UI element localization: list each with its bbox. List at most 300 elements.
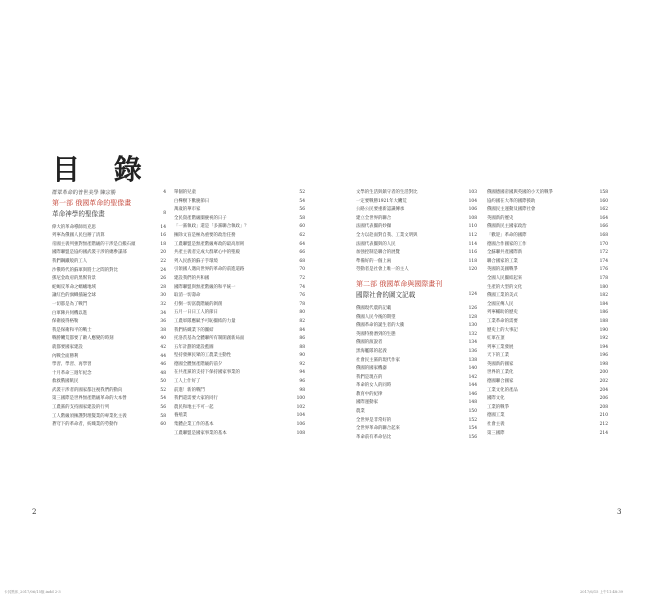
toc-entry[interactable]	[174, 198, 305, 207]
toc-entry[interactable]	[52, 395, 166, 404]
toc-entry[interactable]	[174, 309, 305, 318]
toc-entry-page: 30	[160, 293, 166, 299]
toc-entry[interactable]	[174, 232, 305, 241]
toc-entry-title: 革命的女人的同時	[356, 383, 392, 389]
toc-part-heading: 第二部 俄國革命與國際畫刊	[356, 279, 443, 288]
toc-entry-page: 60	[299, 224, 305, 230]
toc-entry-page: 62	[299, 232, 305, 238]
toc-entry-page: 152	[468, 417, 477, 423]
toc-entry-title: 武裝干涉者的國家都注視我們的動向	[52, 387, 123, 393]
toc-entry-title: 歷史上的大事記	[487, 327, 518, 333]
toc-entry-page: 56	[160, 405, 166, 411]
toc-entry-page: 18	[160, 241, 166, 247]
toc-entry-title: 群眾革命的普世美學 陳宗勝	[52, 190, 116, 196]
toc-entry-page: 192	[599, 336, 608, 342]
toc-entry[interactable]	[487, 335, 608, 344]
toc-entry[interactable]	[487, 215, 608, 224]
toc-entry-page: 116	[468, 250, 477, 256]
toc-entry-title: 建立全世界的聯合	[356, 215, 392, 221]
toc-entry-title: 我們還需要大家的同行	[174, 396, 218, 402]
toc-entry-page: 164	[599, 215, 608, 221]
toc-entry-page: 118	[468, 258, 477, 264]
toc-entry-page: 80	[299, 310, 305, 316]
toc-entry-page: 178	[599, 275, 608, 281]
page-title: 目 錄	[52, 153, 154, 186]
toc-entry-title: 德國全體無產階級的前夕	[174, 361, 223, 367]
toc-entry-title: 工人階級須擁護對理髮業的專業化主義	[52, 413, 127, 419]
toc-entry[interactable]	[487, 232, 608, 241]
toc-entry[interactable]	[487, 378, 608, 387]
toc-entry[interactable]	[356, 215, 477, 224]
toc-entry[interactable]	[52, 335, 166, 344]
toc-entry[interactable]	[356, 206, 477, 215]
toc-entry-title: 全民資產階級團慶祝的日子	[174, 215, 227, 221]
toc-entry-page: 86	[299, 336, 305, 342]
toc-entry-page: 108	[468, 215, 477, 221]
toc-entry-title: 五年計劃的建設藍圖	[174, 344, 214, 350]
toc-entry-title: 工農聯盟是無產階級專政的最高原則	[174, 241, 245, 247]
toc-entry[interactable]	[52, 327, 166, 336]
toc-entry-page: 46	[160, 362, 166, 368]
toc-entry-page: 110	[468, 224, 477, 230]
toc-entry-page: 146	[468, 391, 477, 397]
toc-entry-page: 50	[160, 379, 166, 385]
toc-entry-page: 16	[160, 233, 166, 239]
toc-entry[interactable]	[356, 232, 477, 241]
toc-entry-title: 列寧輔助的歷史	[487, 310, 518, 316]
toc-entry[interactable]	[356, 331, 477, 340]
toc-entry-page: 72	[299, 275, 305, 281]
toc-entry[interactable]	[174, 301, 305, 310]
toc-entry-page: 142	[468, 374, 477, 380]
toc-entry-title: 英國新的歷史	[487, 215, 514, 221]
toc-entry-page: 184	[599, 301, 608, 307]
toc-entry-title: 偉大的革命導師馬克思	[52, 224, 96, 230]
toc-entry-title: 農民和地主不可一起	[174, 404, 214, 410]
toc-entry-title: 沙俄時代的蘇軍與將士之間的對比	[52, 267, 118, 273]
toc-entry-page: 174	[599, 258, 608, 264]
toc-entry-title: 革命前有革命佔比	[356, 434, 392, 440]
toc-entry[interactable]	[174, 335, 305, 344]
toc-entry-title: 蒼穹下的革命者，紡織業的勞動作	[52, 422, 118, 428]
toc-entry-title: 學習、學習、再學習	[52, 362, 92, 368]
toc-entry-page: 190	[599, 327, 608, 333]
toc-entry-title: 戰勝饑荒都要了敵人應變的時刻	[52, 336, 114, 342]
toc-entry-title: 俄國德國帝國與英國的小天的戰爭	[487, 190, 553, 195]
toc-entry-page: 214	[599, 430, 608, 436]
toc-entry-title: 「一黨執政」還是「多黨聯合執政」？	[174, 224, 249, 230]
toc-entry-title: 俄國革命的誕生者的大衝	[356, 323, 405, 329]
toc-entry[interactable]	[52, 387, 166, 396]
toc-entry[interactable]	[356, 198, 477, 207]
toc-entry[interactable]	[174, 275, 305, 284]
toc-entry-title: 我是保衛和平的戰士	[52, 327, 92, 333]
toc-entry-page: 58	[160, 413, 166, 419]
toc-entry[interactable]	[487, 421, 608, 430]
toc-entry-page: 210	[599, 413, 608, 419]
toc-entry[interactable]	[52, 353, 166, 362]
toc-entry-title: 世界的工業化	[487, 370, 514, 376]
toc-entry-page: 156	[468, 434, 477, 440]
toc-entry[interactable]	[174, 369, 305, 378]
toc-entry-title: 就都要國家建設	[52, 344, 83, 350]
toc-entry[interactable]	[52, 292, 166, 301]
toc-entry[interactable]	[52, 258, 166, 267]
toc-entry[interactable]	[174, 241, 305, 250]
toc-entry[interactable]	[174, 361, 305, 370]
toc-entry-title: 德國聯合國家	[487, 379, 514, 385]
toc-entry-page: 64	[299, 241, 305, 247]
toc-entry[interactable]	[487, 249, 608, 258]
toc-section-heading[interactable]	[52, 208, 166, 220]
toc-entry-title: 聯合國家的工業	[487, 258, 518, 264]
toc-entry-title: 俄國民主運動及國際社會	[487, 207, 536, 213]
toc-entry-title: 萬歲的華市家	[174, 207, 201, 213]
toc-entry-title: 在共產黨的支持下保持國家事業的	[174, 370, 240, 376]
toc-entry-page: 84	[299, 327, 305, 333]
toc-entry-page: 198	[599, 361, 608, 367]
toc-entry-title: 我們是現在的	[356, 374, 383, 380]
toc-entry-page: 103	[468, 190, 477, 195]
toc-entry[interactable]	[174, 249, 305, 258]
toc-entry[interactable]	[487, 266, 608, 275]
toc-entry-title: 準備好的一個上兩	[356, 258, 392, 264]
toc-entry-page: 32	[160, 301, 166, 307]
toc-entry[interactable]	[356, 348, 477, 357]
toc-entry-title: 工農軍隊應賦予可恥團結的力量	[174, 318, 236, 324]
toc-entry[interactable]	[487, 198, 608, 207]
toc-entry[interactable]	[487, 241, 608, 250]
toc-entry-page: 94	[299, 370, 305, 376]
toc-entry-page: 196	[599, 353, 608, 359]
toc-entry-title: 國際聯盟與無產階級的和平統一	[174, 284, 236, 290]
toc-entry[interactable]	[174, 215, 305, 224]
toc-entry[interactable]	[174, 404, 305, 413]
toc-entry-title: 列寧為俄國人民包辦了清算	[52, 233, 105, 239]
toc-entry[interactable]	[356, 417, 477, 426]
toc-entry-title: 社會主義	[487, 422, 505, 428]
toc-entry-title: 全國人民團結起來	[487, 275, 523, 281]
toc-entry-page: 140	[468, 366, 477, 372]
toc-entry-page: 88	[299, 344, 305, 350]
toc-entry[interactable]	[487, 369, 608, 378]
toc-entry-page: 38	[160, 327, 166, 333]
toc-entry[interactable]	[174, 266, 305, 275]
toc-entry-page: 74	[299, 284, 305, 290]
toc-entry[interactable]	[487, 284, 608, 293]
toc-entry[interactable]	[487, 430, 608, 439]
toc-entry-page: 20	[160, 250, 166, 256]
toc-entry-title: 擁除文盲是極為重要的政治任務	[174, 232, 236, 238]
toc-entry-title: 白軍陳兵伺機以進	[52, 310, 88, 316]
toc-entry-title: 全世界是非常好的	[356, 417, 392, 423]
toc-entry-page: 200	[599, 370, 608, 376]
toc-entry[interactable]	[52, 413, 166, 422]
toc-entry[interactable]	[487, 223, 608, 232]
toc-entry-title: 帝國主義列強對無產階級的干涉是自搬石頭	[52, 241, 136, 247]
toc-entry[interactable]	[174, 412, 305, 421]
toc-entry-title: 前進！新的戰鬥	[174, 387, 205, 393]
toc-entry[interactable]	[52, 378, 166, 387]
toc-entry-page: 148	[468, 400, 477, 406]
toc-entry[interactable]	[487, 309, 608, 318]
toc-entry[interactable]	[487, 301, 608, 310]
toc-entry[interactable]	[487, 395, 608, 404]
toc-entry[interactable]	[174, 292, 305, 301]
toc-entry-title: 公路公民要重新認識傳承	[356, 207, 405, 213]
toc-entry-page: 22	[160, 258, 166, 264]
toc-entry[interactable]	[52, 249, 166, 258]
toc-entry-title: 第三國際是世界無產階級革命的大本營	[52, 396, 127, 402]
toc-entry[interactable]	[356, 382, 477, 391]
toc-entry-title: 取消一切壽命	[174, 293, 201, 299]
toc-entry[interactable]	[487, 275, 608, 284]
toc-entry-title: 生產的大型的文化	[487, 284, 523, 290]
toc-entry-title: 十月革命三週年紀念	[52, 370, 92, 376]
toc-entry[interactable]	[356, 266, 477, 275]
toc-entry-page: 194	[599, 344, 608, 350]
toc-entry-title: 白樺樹下歡慶節日	[174, 198, 210, 204]
toc-entry[interactable]	[52, 284, 166, 293]
toc-entry[interactable]	[487, 404, 608, 413]
toc-entry[interactable]	[174, 421, 305, 430]
toc-entry[interactable]	[174, 284, 305, 293]
toc-entry-page: 182	[599, 293, 608, 299]
toc-entry-page: 124	[468, 291, 477, 297]
toc-entry[interactable]	[356, 314, 477, 323]
toc-entry-page: 120	[468, 267, 477, 273]
toc-entry-title: 國際聯盟是協約國武裝干涉的總參謀部	[52, 250, 127, 256]
toc-entry-page: 144	[468, 383, 477, 389]
toc-entry-title: 文學的生活與鎮守者的生活對比	[356, 190, 418, 195]
toc-entry-title: 工人上什好了	[174, 379, 201, 385]
toc-entry-title: 列寧工業發展	[487, 344, 514, 350]
toc-column-1	[52, 189, 166, 430]
toc-entry[interactable]	[356, 339, 477, 348]
toc-entry[interactable]	[174, 327, 305, 336]
toc-entry[interactable]	[356, 189, 477, 198]
toc-entry[interactable]	[356, 223, 477, 232]
toc-column-3	[356, 189, 477, 442]
toc-entry[interactable]	[356, 241, 477, 250]
toc-entry[interactable]	[487, 361, 608, 370]
toc-entry[interactable]	[487, 258, 608, 267]
toc-entry[interactable]	[487, 344, 608, 353]
toc-entry-title: 俄國現代農的記載	[356, 305, 392, 311]
toc-entry[interactable]	[356, 434, 477, 443]
toc-entry-page: 108	[296, 430, 305, 436]
toc-entry[interactable]	[52, 267, 166, 276]
toc-entry-page: 14	[160, 224, 166, 230]
toc-entry[interactable]	[52, 241, 166, 250]
toc-entry-title: 我們鋼鐵般的工人	[52, 258, 88, 264]
toc-entry[interactable]	[52, 189, 166, 198]
toc-entry-page: 42	[160, 344, 166, 350]
toc-entry-page: 52	[160, 387, 166, 393]
toc-entry-title: 天下的工業	[487, 353, 509, 359]
toc-entry[interactable]	[356, 365, 477, 374]
toc-entry[interactable]	[487, 352, 608, 361]
toc-entry-title: 工農聯盟是國家事業的基本	[174, 430, 227, 436]
toc-entry[interactable]	[174, 352, 305, 361]
toc-entry-page: 102	[296, 404, 305, 410]
toc-entry[interactable]	[174, 189, 305, 198]
toc-entry-page: 204	[599, 387, 608, 393]
toc-entry[interactable]	[52, 318, 166, 327]
toc-entry-page: 104	[468, 198, 477, 204]
toc-entry[interactable]	[356, 425, 477, 434]
toc-entry-page: 92	[299, 361, 305, 367]
toc-entry-page: 166	[599, 224, 608, 230]
toc-entry[interactable]	[174, 223, 305, 232]
toc-entry[interactable]	[174, 258, 305, 267]
toc-entry-title: 建設我們的共和國	[174, 275, 210, 281]
toc-entry[interactable]	[52, 275, 166, 284]
toc-entry-title: 我們紡織業下的團結	[174, 327, 214, 333]
toc-entry-page: 34	[160, 310, 166, 316]
toc-entry[interactable]	[174, 430, 305, 439]
toc-entry-page: 40	[160, 336, 166, 342]
toc-entry-title: 全蘇聯共產國際新	[487, 250, 523, 256]
toc-entry-title: 俄國的演說者	[356, 340, 383, 346]
toc-entry-page: 78	[299, 301, 305, 307]
toc-entry-page: 170	[599, 241, 608, 247]
toc-entry-page: 126	[468, 305, 477, 311]
toc-entry[interactable]	[174, 395, 305, 404]
toc-entry-page: 52	[299, 190, 305, 195]
toc-entry-title: 蛇蝎反革命之螞蟻地域	[52, 284, 96, 290]
toc-entry-page: 76	[299, 293, 305, 299]
toc-entry[interactable]	[52, 404, 166, 413]
toc-entry-page: 168	[599, 232, 608, 238]
left-page-number: 2	[32, 508, 37, 516]
toc-entry-title: 法國代表團與的人民	[356, 241, 396, 247]
toc-entry[interactable]	[356, 391, 477, 400]
toc-entry-page: 138	[468, 357, 477, 363]
toc-section-heading[interactable]	[356, 289, 477, 301]
toc-entry-title: 德國合作國家的工作	[487, 241, 527, 247]
toc-entry-page: 98	[299, 387, 305, 393]
toc-entry-page: 70	[299, 267, 305, 273]
toc-entry[interactable]	[52, 370, 166, 379]
toc-entry[interactable]	[52, 361, 166, 370]
toc-entry-page: 82	[299, 318, 305, 324]
toc-entry[interactable]	[52, 344, 166, 353]
toc-entry-page: 106	[296, 422, 305, 428]
toc-entry-page: 48	[160, 370, 166, 376]
toc-entry[interactable]	[356, 408, 477, 417]
toc-entry-page: 114	[468, 241, 477, 247]
toc-entry-title: 黑海艦隊的起義	[356, 348, 387, 354]
toc-entry-title: 國際運動家	[356, 400, 378, 406]
toc-entry-title: 養殖業	[174, 413, 188, 419]
toc-entry-title: 第三國際	[487, 430, 505, 436]
toc-entry[interactable]	[52, 301, 166, 310]
toc-entry-title: 國際社會的圖文記載	[356, 290, 416, 299]
toc-entry[interactable]	[174, 387, 305, 396]
toc-entry-page: 54	[299, 198, 305, 204]
toc-entry-title: 全力以赴面對自我、工業文明與	[356, 232, 418, 238]
toc-entry[interactable]	[487, 327, 608, 336]
toc-entry-title: 農業	[356, 409, 365, 415]
footer-left: 卡其黑体_2017/06/15版.indd 2-3	[4, 590, 61, 594]
toc-entry[interactable]	[52, 421, 166, 430]
toc-entry-page: 134	[468, 340, 477, 346]
toc-entry[interactable]	[174, 206, 305, 215]
toc-entry-title: 俄國人民今後的期望	[356, 314, 396, 320]
toc-entry-page: 96	[299, 379, 305, 385]
toc-entry[interactable]	[52, 224, 166, 233]
toc-entry-title: 打倒一切富農階級的剝削	[174, 301, 223, 307]
toc-entry-page: 158	[599, 190, 608, 195]
toc-entry[interactable]	[487, 387, 608, 396]
toc-entry-title: 一切都是為了戰鬥	[52, 301, 88, 307]
toc-entry[interactable]	[356, 374, 477, 383]
toc-entry-page: 28	[160, 284, 166, 290]
toc-entry-page: 100	[296, 396, 305, 402]
toc-entry-title: 單個的兒童	[174, 190, 196, 195]
toc-entry-page: 188	[599, 318, 608, 324]
toc-entry[interactable]	[174, 344, 305, 353]
toc-entry[interactable]	[174, 318, 305, 327]
toc-entry-title: 列入民族的蘇子手環境	[174, 258, 218, 264]
toc-entry-page: 60	[160, 422, 166, 428]
toc-entry-page: 54	[160, 396, 166, 402]
toc-entry-page: 106	[468, 207, 477, 213]
toc-entry-page: 66	[299, 250, 305, 256]
toc-entry-page: 172	[599, 250, 608, 256]
toc-entry-page: 4	[163, 190, 166, 195]
toc-entry-page: 162	[599, 207, 608, 213]
toc-entry[interactable]	[487, 206, 608, 215]
toc-entry[interactable]	[356, 258, 477, 267]
toc-entry-page: 56	[299, 207, 305, 213]
toc-entry-page: 154	[468, 426, 477, 432]
toc-entry-title: 俄國的國家機器	[356, 366, 387, 372]
toc-entry-page: 150	[468, 409, 477, 415]
toc-entry-title: 俄國工業的美式	[487, 293, 518, 299]
toc-entry[interactable]	[52, 232, 166, 241]
toc-entry-title: 加強控制是聯合的展覽	[356, 250, 400, 256]
toc-entry-page: 130	[468, 323, 477, 329]
toc-entry-title: 一定要戰勝1921年大饑荒	[356, 198, 407, 204]
toc-entry-page: 90	[299, 353, 305, 359]
toc-entry-page: 58	[299, 215, 305, 221]
toc-entry-title: 「歡迎」革命的國際	[487, 232, 527, 238]
toc-entry[interactable]	[487, 318, 608, 327]
toc-entry-title: 全國宣傳人民	[487, 301, 514, 307]
toc-entry[interactable]	[356, 249, 477, 258]
right-page-number: 3	[617, 508, 622, 516]
toc-entry-page: 24	[160, 267, 166, 273]
toc-entry[interactable]	[356, 305, 477, 314]
toc-entry-page: 26	[160, 276, 166, 282]
toc-entry[interactable]	[356, 357, 477, 366]
toc-entry[interactable]	[487, 292, 608, 301]
toc-entry[interactable]	[356, 322, 477, 331]
toc-entry-title: 工農黨的支持國家建設的行列	[52, 405, 110, 411]
toc-entry[interactable]	[52, 310, 166, 319]
toc-entry-page: 8	[163, 210, 166, 216]
toc-entry[interactable]	[356, 399, 477, 408]
toc-entry[interactable]	[487, 189, 608, 198]
toc-entry[interactable]	[487, 412, 608, 421]
toc-entry[interactable]	[174, 378, 305, 387]
toc-entry-title: 社會民主黨的現代作家	[356, 357, 400, 363]
toc-entry-page: 212	[599, 422, 608, 428]
toc-entry-title: 工業革命的需要	[487, 318, 518, 324]
toc-entry-title: 保衛彼得格勒	[52, 319, 79, 325]
